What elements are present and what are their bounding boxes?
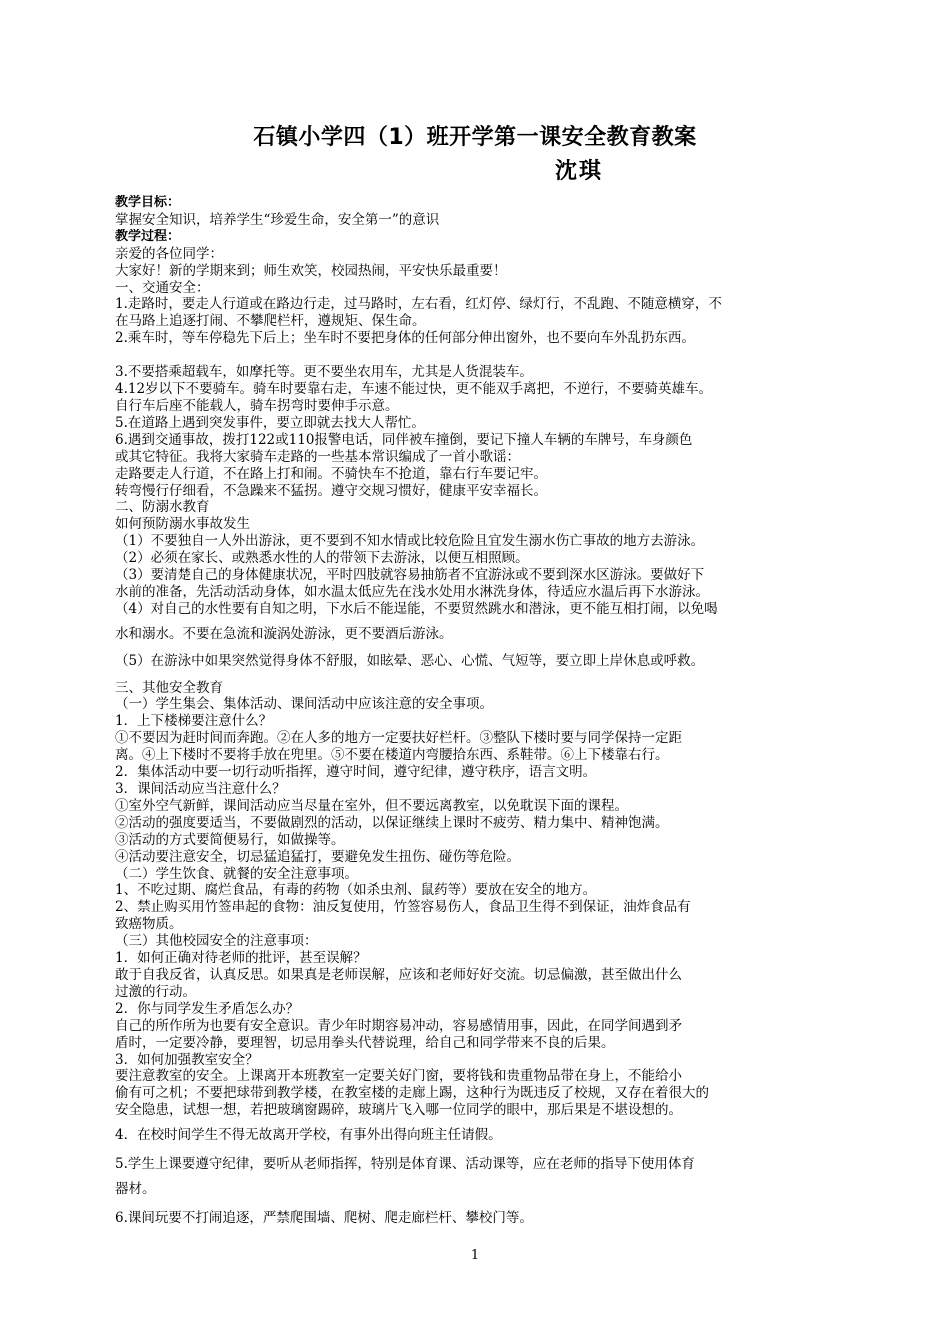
text-line: 盾时，一定要冷静，要理智，切忌用拳头代替说理，给自己和同学带来不良的后果。 (115, 1034, 615, 1051)
text-line: 自己的所作所为也要有安全意识。青少年时期容易冲动，容易感情用事，因此，在同学间遇到矛 (115, 1017, 682, 1034)
spacer (115, 1144, 835, 1156)
author-name: 沈琪 (555, 159, 604, 184)
text-line: ①不要因为赶时间而奔跑。②在人多的地方一定要扶好栏杆。③整队下楼时要与同学保持一定距 (115, 730, 682, 747)
text-line: 器材。 (115, 1180, 156, 1197)
text-line: 1.走路时，要走人行道或在路边行走，过马路时，左右看，红灯停、绿灯行，不乱跑、不随意横穿，不 (115, 296, 722, 313)
text-line: 5.学生上课要遵守纪律，要听从老师指挥，特别是体育课、活动课等，应在老师的指导下使用体育 (115, 1156, 695, 1173)
blank-line (115, 347, 835, 364)
text-line: 1、不吃过期、腐烂食品，有毒的药物（如杀虫剂、鼠药等）要放在安全的地方。 (115, 882, 597, 899)
text-line: （5）在游泳中如果突然觉得身体不舒服，如眩晕、恶心、心慌、气短等，要立即上岸休息或呼救。 (115, 652, 705, 669)
text-line: 6.课间玩要不打闹追逐，严禁爬围墙、爬树、爬走廊栏杆、攀校门等。 (115, 1209, 533, 1226)
text-line: 3.不要搭乘超载车，如摩托等。更不要坐农用车，尤其是人货混装车。 (115, 364, 533, 381)
text-line: 3．课间活动应当注意什么？ (115, 781, 286, 797)
text-line: 5.在道路上遇到突发事件，要立即就去找大人帮忙。 (115, 414, 425, 431)
text-line: 自行车后座不能载人，骑车拐弯时要伸手示意。 (115, 397, 399, 414)
text-line: 亲爱的各位同学： (115, 245, 223, 262)
text-line: （3）要清楚自己的身体健康状况，平时四肢就容易抽筋者不宜游泳或不要到深水区游泳。要做好下 (115, 567, 705, 584)
text-line: （一）学生集会、集体活动、课间活动中应该注意的安全事项。 (115, 696, 493, 713)
text-line: （2）必须在家长、或熟悉水性的人的带领下去游泳，以便互相照顾。 (115, 550, 529, 567)
text-line: 二、防溺水教育 (115, 499, 210, 516)
text-line: 1．如何正确对待老师的批评，甚至误解？ (115, 950, 367, 967)
text-line: 2.乘车时，等车停稳先下后上；坐车时不要把身体的任何部分伸出窗外，也不要向车外乱扔东西。 (115, 330, 695, 347)
text-line: 在马路上追逐打闹、不攀爬栏杆，遵规矩、保生命。 (115, 313, 426, 330)
text-line: （4）对自己的水性要有自知之明，下水后不能逞能，不要贸然跳水和潜泳，更不能互相打闹，以免喝 (115, 600, 718, 617)
text-line: 2．集体活动中要一切行动听指挥，遵守时间，遵守纪律，遵守秩序，语言文明。 (115, 764, 597, 781)
text-line: （三）其他校园安全的注意事项： (115, 933, 318, 950)
text-line: 离。④上下楼时不要将手放在兜里。⑤不要在楼道内弯腰拾东西、系鞋带。⑥上下楼靠右行。 (115, 747, 669, 764)
text-line: ①室外空气新鲜，课间活动应当尽量在室外，但不要远离教室，以免耽误下面的课程。 (115, 797, 628, 814)
spacer (115, 618, 835, 626)
text-line: 1．上下楼梯要注意什么？ (115, 713, 273, 730)
text-line: 6.遇到交通事故，拨打122或110报警电话，同伴被车撞倒，要记下撞人车辆的车牌号，车身颜色 (115, 431, 693, 448)
text-line: ③活动的方式要简便易行，如做操等。 (115, 831, 345, 848)
text-line: 敢于自我反省，认真反思。如果真是老师误解，应该和老师好好交流。切忌偏激，甚至做出什么 (115, 966, 682, 983)
spacer (115, 1173, 835, 1181)
text-line: 大家好！新的学期来到；师生欢笑，校园热闹，平安快乐最重要！ (115, 262, 507, 279)
text-line: 如何预防溺水事故发生 (115, 516, 250, 533)
text-line: 致癌物质。 (115, 916, 183, 933)
text-line: 一、交通安全： (115, 279, 210, 296)
spacer (115, 643, 835, 653)
text-line: （1）不要独自一人外出游泳，更不要到不知水情或比较危险且宜发生溺水伤亡事故的地方去游泳。 (115, 533, 705, 550)
spacer (115, 1198, 835, 1210)
text-line: 水和溺水。不要在急流和漩涡处游泳，更不要酒后游泳。 (115, 625, 453, 642)
text-line: 或其它特征。我将大家骑车走路的一些基本常识编成了一首小歌谣： (115, 448, 520, 465)
text-line: 过激的行动。 (115, 983, 196, 1000)
text-line: 掌握安全知识，培养学生“珍爱生命，安全第一”的意识 (115, 211, 440, 228)
document-title: 石镇小学四（1）班开学第一课安全教育教案 (253, 125, 697, 150)
section-heading: 教学过程： (115, 228, 181, 244)
page-number: 1 (470, 1248, 480, 1263)
text-line: 3．如何加强教室安全？ (115, 1051, 259, 1068)
text-line: 4．在校时间学生不得无故离开学校，有事外出得向班主任请假。 (115, 1127, 502, 1144)
text-line: 偷有可之机；不要把球带到教学楼，在教室楼的走廊上踢，这种行为既违反了校规，又存在着很大的 (115, 1085, 709, 1102)
spacer (115, 1119, 835, 1127)
text-line: 2、禁止购买用竹签串起的食物：油反复使用，竹签容易伤人，食品卫生得不到保证，油炸食品有 (115, 899, 691, 916)
text-line: ④活动要注意安全，切忌猛追猛打，要避免发生扭伤、碰伤等危险。 (115, 848, 520, 865)
text-line: 安全隐患，试想一想，若把玻璃窗踢碎，玻璃片飞入哪一位同学的眼中，那后果是不堪设想的。 (115, 1102, 682, 1119)
text-line: ②活动的强度要适当，不要做剧烈的活动，以保证继续上课时不疲劳、精力集中、精神饱满。 (115, 814, 669, 831)
text-line: 2．你与同学发生矛盾怎么办？ (115, 1000, 300, 1017)
text-line: （二）学生饮食、就餐的安全注意事项。 (115, 865, 358, 882)
text-line: 三、其他安全教育 (115, 679, 223, 696)
spacer (115, 670, 835, 680)
text-line: 走路要走人行道，不在路上打和闹。不骑快车不抢道，靠右行车要记牢。 (115, 465, 547, 482)
text-line: 转弯慢行仔细看，不急躁来不猛拐。遵守交规习惯好，健康平安幸福长。 (115, 482, 547, 499)
document-body (115, 195, 835, 1227)
text-line: 水前的准备，先活动活动身体，如水温太低应先在浅水处用水淋洗身体，待适应水温后再下水游泳。 (115, 583, 709, 600)
text-line: 要注意教室的安全。上课离开本班教室一定要关好门窗，要将钱和贵重物品带在身上，不能给小 (115, 1068, 682, 1085)
section-heading: 教学目标： (115, 195, 181, 210)
text-line: 4.12岁以下不要骑车。骑车时要靠右走，车速不能过快，更不能双手离把，不逆行，不要骑英雄车。 (115, 381, 713, 398)
